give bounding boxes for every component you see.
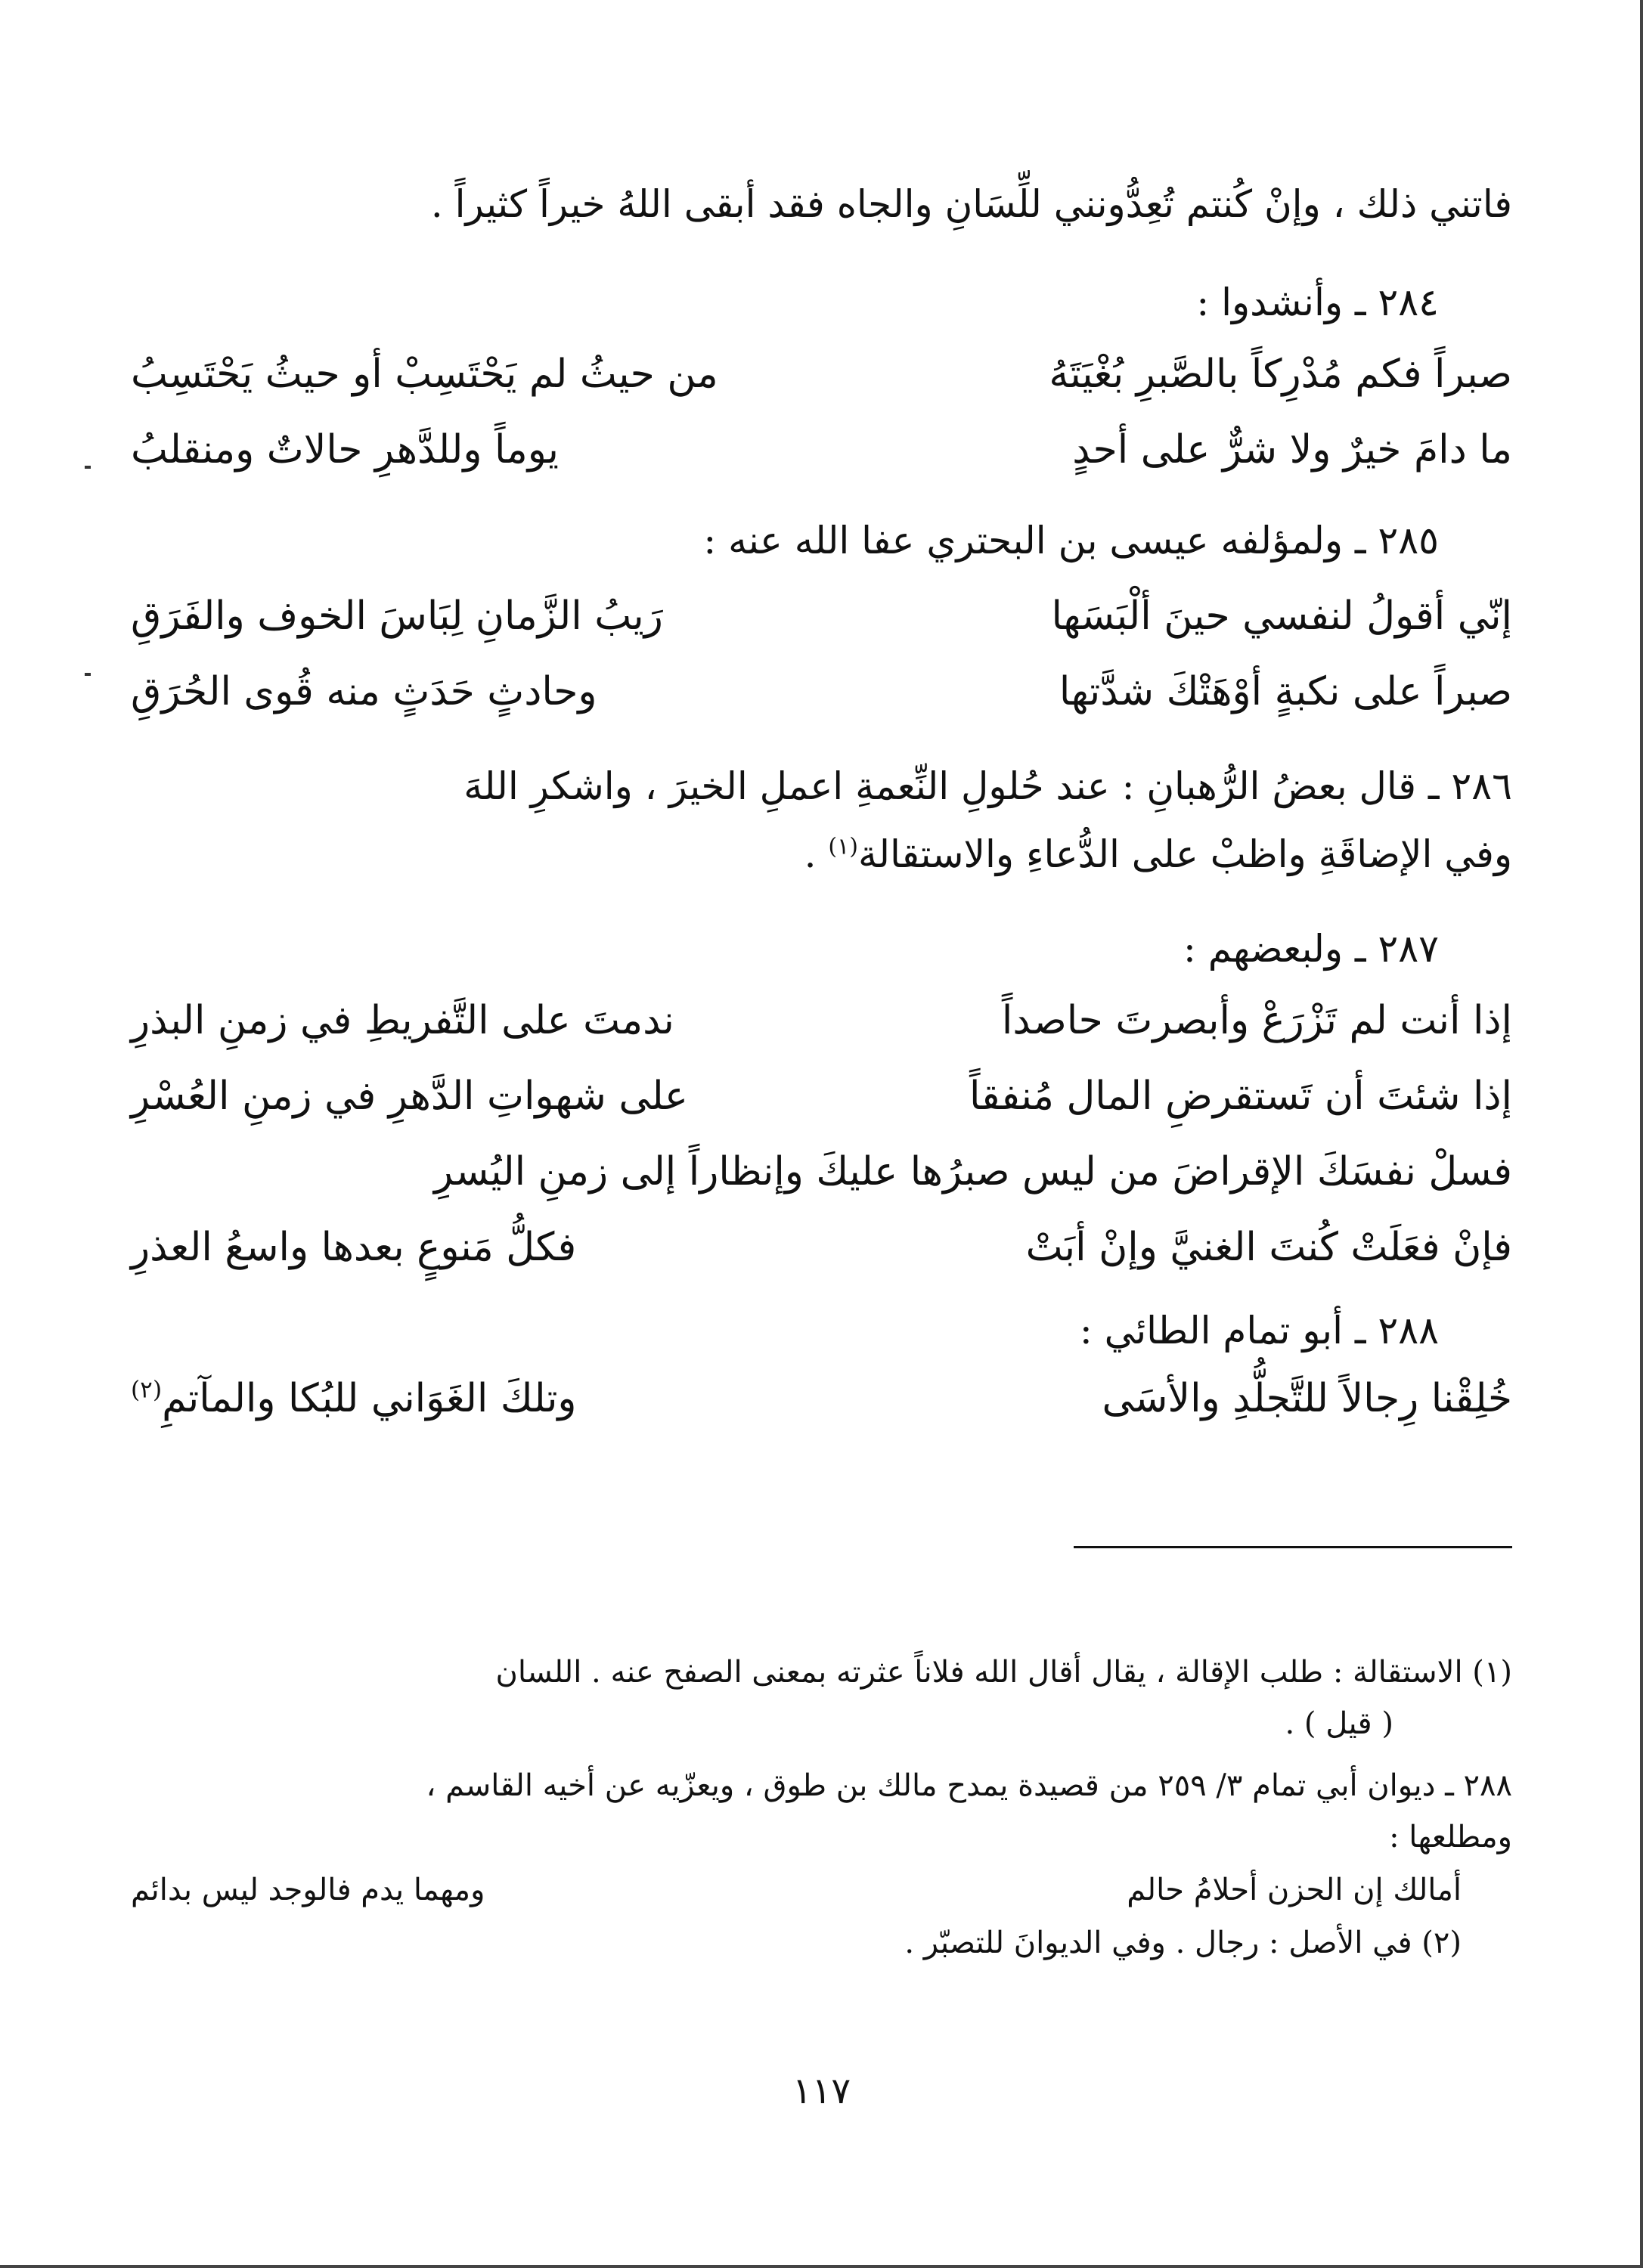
verse-second-hemistich: فكلُّ مَنوعٍ بعدها واسعُ العذرِ [131,1225,577,1270]
verse-first-hemistich: إنّي أقولُ لنفسي حينَ ألْبَسَها [1051,593,1512,639]
verse [131,582,1512,650]
verse-first-hemistich: خُلِقْنا رِجالاً للتَّجلُّدِ والأسَى [1102,1376,1512,1421]
verse [131,416,1512,484]
footnote-ref: (٢) [131,1376,163,1404]
verse [131,1138,1512,1206]
verse-full-line: فسلْ نفسَكَ الإقراضَ من ليس صبرُها عليكَ وإنظاراً إلى زمنِ اليُسرِ [433,1149,1512,1194]
scan-speck [85,673,91,676]
section-288-heading: ٢٨٨ ـ أبو تمام الطائي : [1079,1309,1439,1352]
verse-first-hemistich: صبراً فكم مُدْرِكاً بالصَّبرِ بُغْيَتَهُ [1049,352,1512,397]
verse [131,987,1512,1055]
verse [131,1365,1512,1433]
footnote-ref: (١) [828,833,858,860]
footnote-separator [1074,1546,1512,1548]
verse-first-hemistich: صبراً على نكبةٍ أوْهَتْكَ شدَّتها [1059,669,1512,714]
verse [131,1062,1512,1130]
footnote-1: (١) الاستقالة : طلب الإقالة ، يقال أقال الله فلاناً عثرته بمعنى الصفح عنه . اللسان [495,1655,1512,1690]
verse-second-hemistich: على شهواتِ الدَّهرِ في زمنِ العُسْرِ [131,1074,688,1119]
scan-speck [85,466,91,469]
verse [131,658,1512,726]
scan-bottom-edge [0,2265,1643,2268]
verse [131,340,1512,408]
footnote-1-cont: ( قيل ) . [1285,1706,1393,1741]
page-number: ١١٧ [792,2070,851,2112]
verse-second-hemistich: وحادثٍ حَدَثٍ منه قُوى الحُرَقِ [131,669,597,714]
footnote-verse [131,1866,1462,1914]
verse-first-hemistich: فإنْ فعَلَتْ كُنتَ الغنيَّ وإنْ أبَتْ [1025,1225,1512,1270]
verse-second-hemistich: يوماً وللدَّهرِ حالاتٌ ومنقلبُ [131,427,560,472]
section-284-heading: ٢٨٤ ـ وأنشدوا : [1196,280,1439,324]
section-287-heading: ٢٨٧ ـ ولبعضهم : [1183,927,1439,971]
footnote-2: (٢) في الأصل : رجال . وفي الديوانَ للتصبّر . [904,1926,1462,1960]
verse-first-hemistich: إذا شئتَ أن تَستقرضِ المال مُنفقاً [969,1074,1512,1119]
footnote-288: ٢٨٨ ـ ديوان أبي تمام ٣/ ٢٥٩ من قصيدة يمدح مالك بن طوق ، ويعزّيه عن أخيه القاسم ، [426,1768,1512,1803]
footnote-verse-first: أمالك إن الحزن أحلامُ حالم [1127,1873,1462,1907]
intro-line: فاتني ذلك ، وإنْ كُنتم تُعِدُّونني للِّسَانِ والجاه فقد أبقى اللهُ خيراً كثيراً . [430,182,1512,226]
verse-second-hemistich: من حيثُ لم يَحْتَسِبْ أو حيثُ يَحْتَسِبُ [131,352,718,397]
footnote-288-cont: ومطلعها : [1389,1820,1512,1854]
footnote-verse-second: ومهما يدم فالوجد ليس بدائم [131,1873,485,1907]
verse-first-hemistich: ما دامَ خيرٌ ولا شرٌّ على أحدٍ [1072,427,1512,472]
section-286-text: وفي الإضاقَةِ واظبْ على الدُّعاءِ والاستقالة [857,832,1512,876]
verse-second-hemistich [131,1365,577,1433]
section-286-line [804,824,1512,885]
verse-second-hemistich: ندمتَ على التَّفريطِ في زمنِ البذرِ [131,998,674,1043]
scan-right-edge [1640,0,1643,2268]
verse-second-hemistich: رَيبُ الزَّمانِ لِبَاسَ الخوف والفَرَقِ [131,593,663,639]
section-285-heading: ٢٨٥ ـ ولمؤلفه عيسى بن البحتري عفا الله عنه : [703,519,1439,562]
verse-first-hemistich: إذا أنت لم تَزْرَعْ وأبصرتَ حاصداً [1001,998,1512,1043]
verse [131,1213,1512,1281]
section-286-line: ٢٨٦ ـ قال بعضُ الرُّهبانِ : عند حُلولِ النِّعمةِ اعملِ الخيرَ ، واشكرِ اللهَ [463,764,1512,808]
section-286-end: . [804,832,829,876]
verse-second-text: وتلكَ الغَوَاني للبُكا والمآتمِ [162,1376,577,1421]
